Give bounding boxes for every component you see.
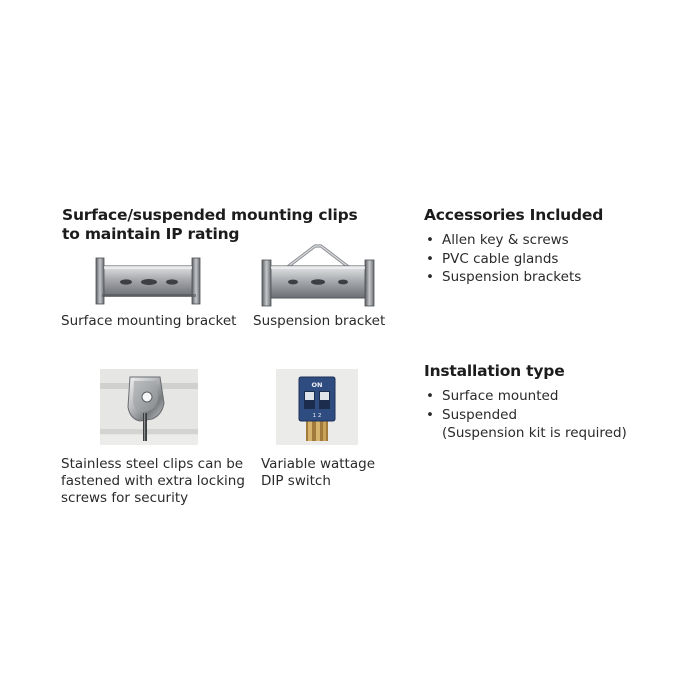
suspension-kit-note: (Suspension kit is required) (442, 425, 627, 441)
dip-switch-on-label: ON (311, 381, 323, 389)
list-item (424, 406, 674, 443)
installation-list (424, 387, 674, 443)
clips-caption-line2: fastened with extra locking (61, 473, 245, 489)
mounting-heading-line2: to maintain IP rating (62, 225, 240, 243)
dip-caption-line2: DIP switch (261, 473, 331, 489)
list-item: • PVC cable glands (424, 250, 664, 269)
surface-mounting-bracket-caption: Surface mounting bracket (61, 313, 237, 329)
mounting-heading (62, 206, 358, 244)
clips-caption-line1: Stainless steel clips can be (61, 456, 244, 472)
list-item: • Allen key & screws (424, 231, 664, 250)
surface-mounting-bracket-image (92, 252, 204, 310)
dip-caption-line1: Variable wattage (261, 456, 375, 472)
accessories-heading: Accessories Included (424, 206, 604, 224)
mounting-heading-line1: Surface/suspended mounting clips (62, 206, 358, 224)
clips-caption-line3: screws for security (61, 490, 189, 506)
dip-switch-image (276, 369, 358, 445)
installation-suspended-label: Suspended (442, 406, 518, 423)
dip-switch-caption (261, 456, 375, 490)
accessories-list (424, 231, 664, 287)
suspension-bracket-caption: Suspension bracket (253, 313, 386, 329)
stainless-steel-clips-caption (61, 456, 245, 507)
list-item: • Surface mounted (424, 387, 674, 406)
stainless-steel-clip-image (100, 369, 198, 445)
suspension-bracket-image (259, 242, 377, 310)
list-item: • Suspension brackets (424, 268, 664, 287)
dip-switch-number-labels: 1 2 (312, 413, 322, 419)
installation-heading: Installation type (424, 362, 565, 380)
